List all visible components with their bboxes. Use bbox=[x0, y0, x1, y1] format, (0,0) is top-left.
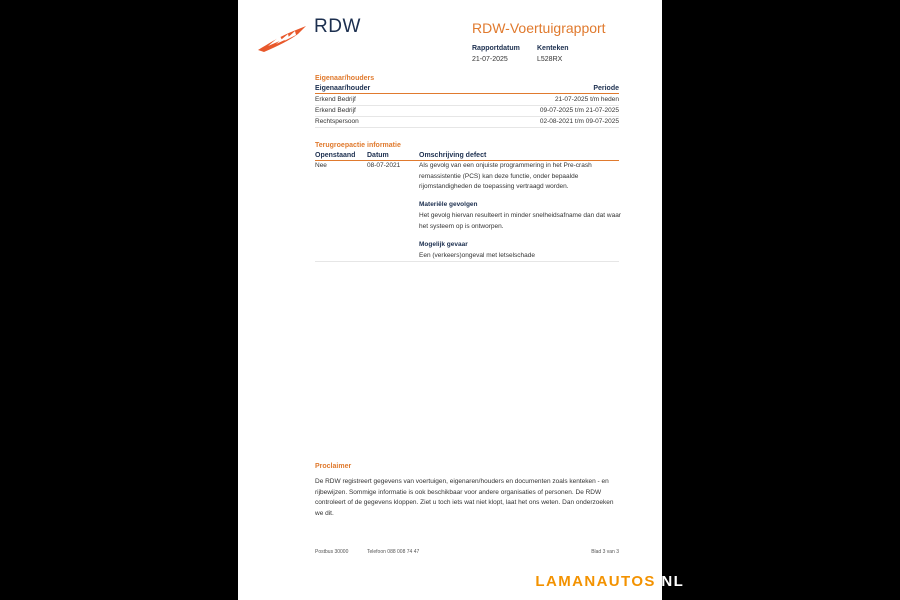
disclaimer-text: De RDW registreert gegevens van voertuigen, eigenaren/houders en documenten zoals kenteken - en rijbewijzen. Sommige informatie is ook beschikbaar voor andere organisaties of personen. De RDW controleert of de gegevens kloppen. Ziet u toch iets wat niet klopt, laat het ons weten. Dan onderzoeken we dit. bbox=[315, 478, 614, 517]
recall-divider bbox=[315, 261, 619, 262]
laman-autos-logo bbox=[242, 570, 427, 593]
col-owner: Eigenaar/houder bbox=[315, 85, 371, 92]
laman-logo-word-1: LAMAN bbox=[242, 570, 321, 592]
material-consequences-title: Materiële gevolgen bbox=[419, 201, 478, 208]
recall-table-header bbox=[315, 151, 619, 161]
brand-name: RDW bbox=[314, 16, 361, 37]
table-row bbox=[315, 106, 619, 117]
period-cell: 02-08-2021 t/m 09-07-2025 bbox=[539, 118, 619, 125]
report-date-value: 21-07-2025 bbox=[472, 56, 508, 63]
col-description: Omschrijving defect bbox=[419, 152, 487, 159]
footer-page-number: Blad 3 van 3 bbox=[591, 549, 619, 555]
laman-l-icon bbox=[324, 573, 339, 588]
website-domain: LAMANAUTOS bbox=[535, 573, 656, 590]
owners-section-title: Eigenaar/houders bbox=[315, 75, 375, 82]
col-open: Openstaand bbox=[315, 152, 356, 159]
owner-cell: Erkend Bedrijf bbox=[315, 107, 356, 114]
material-consequences-text: Het gevolg hiervan resulteert in minder snelheidsafname dan dat waar het systeem op is ontworpen. bbox=[419, 212, 621, 230]
owner-cell: Erkend Bedrijf bbox=[315, 96, 356, 103]
report-title: RDW-Voertuigrapport bbox=[472, 20, 606, 36]
footer-postbus: Postbus 30000 bbox=[315, 549, 349, 555]
rdw-logo-icon bbox=[258, 26, 308, 54]
laman-logo-word-2: AUTO’S bbox=[341, 570, 427, 592]
owners-table-header bbox=[315, 84, 619, 94]
website-tld: .NL bbox=[655, 573, 685, 590]
table-row bbox=[315, 95, 619, 106]
footer-phone: Telefoon 088 008 74 47 bbox=[367, 549, 420, 555]
disclaimer-title: Proclaimer bbox=[315, 463, 352, 470]
recall-description: Als gevolg van een onjuiste programmering in het Pre-crash remassistentie (PCS) kan deze functie, onder bepaalde rijomstandigheden de toepassing vertraagd worden. bbox=[419, 162, 592, 190]
col-date: Datum bbox=[367, 152, 389, 159]
possible-danger-text: Een (verkeers)ongeval met letselschade bbox=[419, 252, 535, 259]
col-period: Periode bbox=[593, 85, 619, 92]
recall-open-value: Nee bbox=[315, 162, 327, 169]
plate-label: Kenteken bbox=[537, 45, 569, 52]
report-date-label: Rapportdatum bbox=[472, 45, 520, 52]
plate-value: L528RX bbox=[537, 56, 563, 63]
owner-cell: Rechtspersoon bbox=[315, 118, 359, 125]
recall-date-value: 08-07-2021 bbox=[367, 162, 401, 169]
period-cell: 09-07-2025 t/m 21-07-2025 bbox=[539, 107, 619, 114]
possible-danger-title: Mogelijk gevaar bbox=[419, 241, 468, 248]
website-url bbox=[484, 573, 684, 590]
recall-section-title: Terugroepactie informatie bbox=[315, 142, 401, 149]
period-cell: 21-07-2025 t/m heden bbox=[555, 96, 619, 103]
report-page bbox=[238, 0, 662, 600]
website-prefix: WWW. bbox=[484, 573, 536, 590]
table-row bbox=[315, 117, 619, 128]
